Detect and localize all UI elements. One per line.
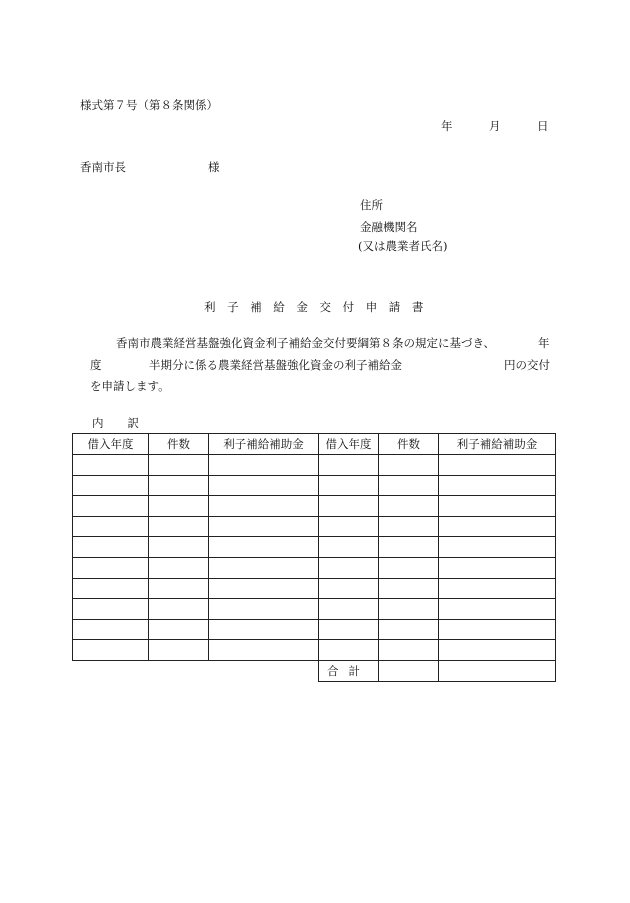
table-cell[interactable] [379,557,439,578]
body-line-2-text: 半期分に係る農業経営基盤強化資金の利子補給金 [149,358,402,372]
body-line-2-fiscal: 度 [90,358,102,372]
table-row [73,640,556,661]
header-loan-year-2: 借入年度 [319,434,379,455]
total-subsidy-cell[interactable] [439,660,556,681]
addressee-name: 香南市長 [80,160,126,174]
header-loan-year-1: 借入年度 [73,434,149,455]
date-year-label: 年 [441,119,453,133]
table-cell[interactable] [149,599,209,620]
table-cell[interactable] [379,599,439,620]
table-cell[interactable] [73,496,149,517]
table-cell[interactable] [319,475,379,496]
table-row [73,578,556,599]
form-number: 様式第７号（第８条関係） [80,98,218,112]
table-cell[interactable] [379,640,439,661]
table-cell[interactable] [439,599,556,620]
table-cell[interactable] [379,578,439,599]
table-cell[interactable] [209,557,319,578]
table-cell[interactable] [209,619,319,640]
table-cell[interactable] [379,496,439,517]
table-row [73,496,556,517]
table-cell[interactable] [73,516,149,537]
table-cell[interactable] [73,599,149,620]
table-cell[interactable] [319,640,379,661]
table-cell[interactable] [209,640,319,661]
table-cell[interactable] [73,619,149,640]
total-count-cell[interactable] [379,660,439,681]
table-row [73,537,556,558]
table-cell[interactable] [73,455,149,476]
table-cell[interactable] [209,537,319,558]
table-cell[interactable] [149,496,209,517]
table-cell[interactable] [73,537,149,558]
table-cell[interactable] [73,557,149,578]
body-line-1-year: 年 [538,336,550,350]
addressee-honorific: 様 [208,160,220,174]
table-cell[interactable] [439,475,556,496]
date-month-label: 月 [489,119,501,133]
body-line-3: を申請します。 [90,379,170,393]
applicant-farmer-label: (又は農業者氏名) [358,239,448,253]
table-cell[interactable] [379,537,439,558]
table-cell[interactable] [439,557,556,578]
table-cell[interactable] [73,640,149,661]
total-row-spacer [209,660,319,681]
table-cell[interactable] [319,578,379,599]
table-cell[interactable] [73,578,149,599]
total-row-spacer [149,660,209,681]
table-cell[interactable] [379,455,439,476]
table-cell[interactable] [149,640,209,661]
table-cell[interactable] [319,516,379,537]
table-cell[interactable] [209,455,319,476]
table-cell[interactable] [439,496,556,517]
document-title: 利子補給金交付申請書 [204,300,435,314]
table-cell[interactable] [379,619,439,640]
table-cell[interactable] [149,619,209,640]
table-cell[interactable] [379,516,439,537]
total-label-text: 合計 [327,663,370,678]
table-cell[interactable] [439,619,556,640]
table-cell[interactable] [319,557,379,578]
table-cell[interactable] [209,599,319,620]
table-cell[interactable] [149,578,209,599]
total-label [319,660,379,681]
table-cell[interactable] [319,496,379,517]
table-cell[interactable] [149,455,209,476]
table-cell[interactable] [149,557,209,578]
table-row [73,475,556,496]
table-cell[interactable] [209,578,319,599]
table-cell[interactable] [319,619,379,640]
table-cell[interactable] [149,475,209,496]
date-day-label: 日 [537,119,549,133]
breakdown-table [72,433,556,682]
table-cell[interactable] [149,537,209,558]
total-row-spacer [73,660,149,681]
applicant-bank-label: 金融機関名 [360,220,418,234]
header-count-2: 件数 [379,434,439,455]
total-row [73,660,556,681]
table-cell[interactable] [209,496,319,517]
table-cell[interactable] [209,516,319,537]
table-row [73,557,556,578]
table-cell[interactable] [149,516,209,537]
table-cell[interactable] [73,475,149,496]
table-row [73,455,556,476]
table-row [73,599,556,620]
body-line-2-yen: 円の交付 [504,358,550,372]
table-cell[interactable] [439,537,556,558]
table-row [73,619,556,640]
applicant-address-label: 住所 [360,198,383,212]
table-cell[interactable] [319,537,379,558]
table-cell[interactable] [439,578,556,599]
table-cell[interactable] [439,516,556,537]
header-subsidy-1: 利子補給補助金 [209,434,319,455]
header-count-1: 件数 [149,434,209,455]
table-cell[interactable] [319,599,379,620]
table-cell[interactable] [379,475,439,496]
table-row [73,516,556,537]
body-line-1: 香南市農業経営基盤強化資金利子補給金交付要綱第８条の規定に基づき、 [116,336,496,350]
table-cell[interactable] [319,455,379,476]
table-cell[interactable] [439,640,556,661]
breakdown-label: 内訳 [92,416,163,430]
header-subsidy-2: 利子補給補助金 [439,434,556,455]
table-cell[interactable] [439,455,556,476]
table-header-row [73,434,556,455]
table-cell[interactable] [209,475,319,496]
